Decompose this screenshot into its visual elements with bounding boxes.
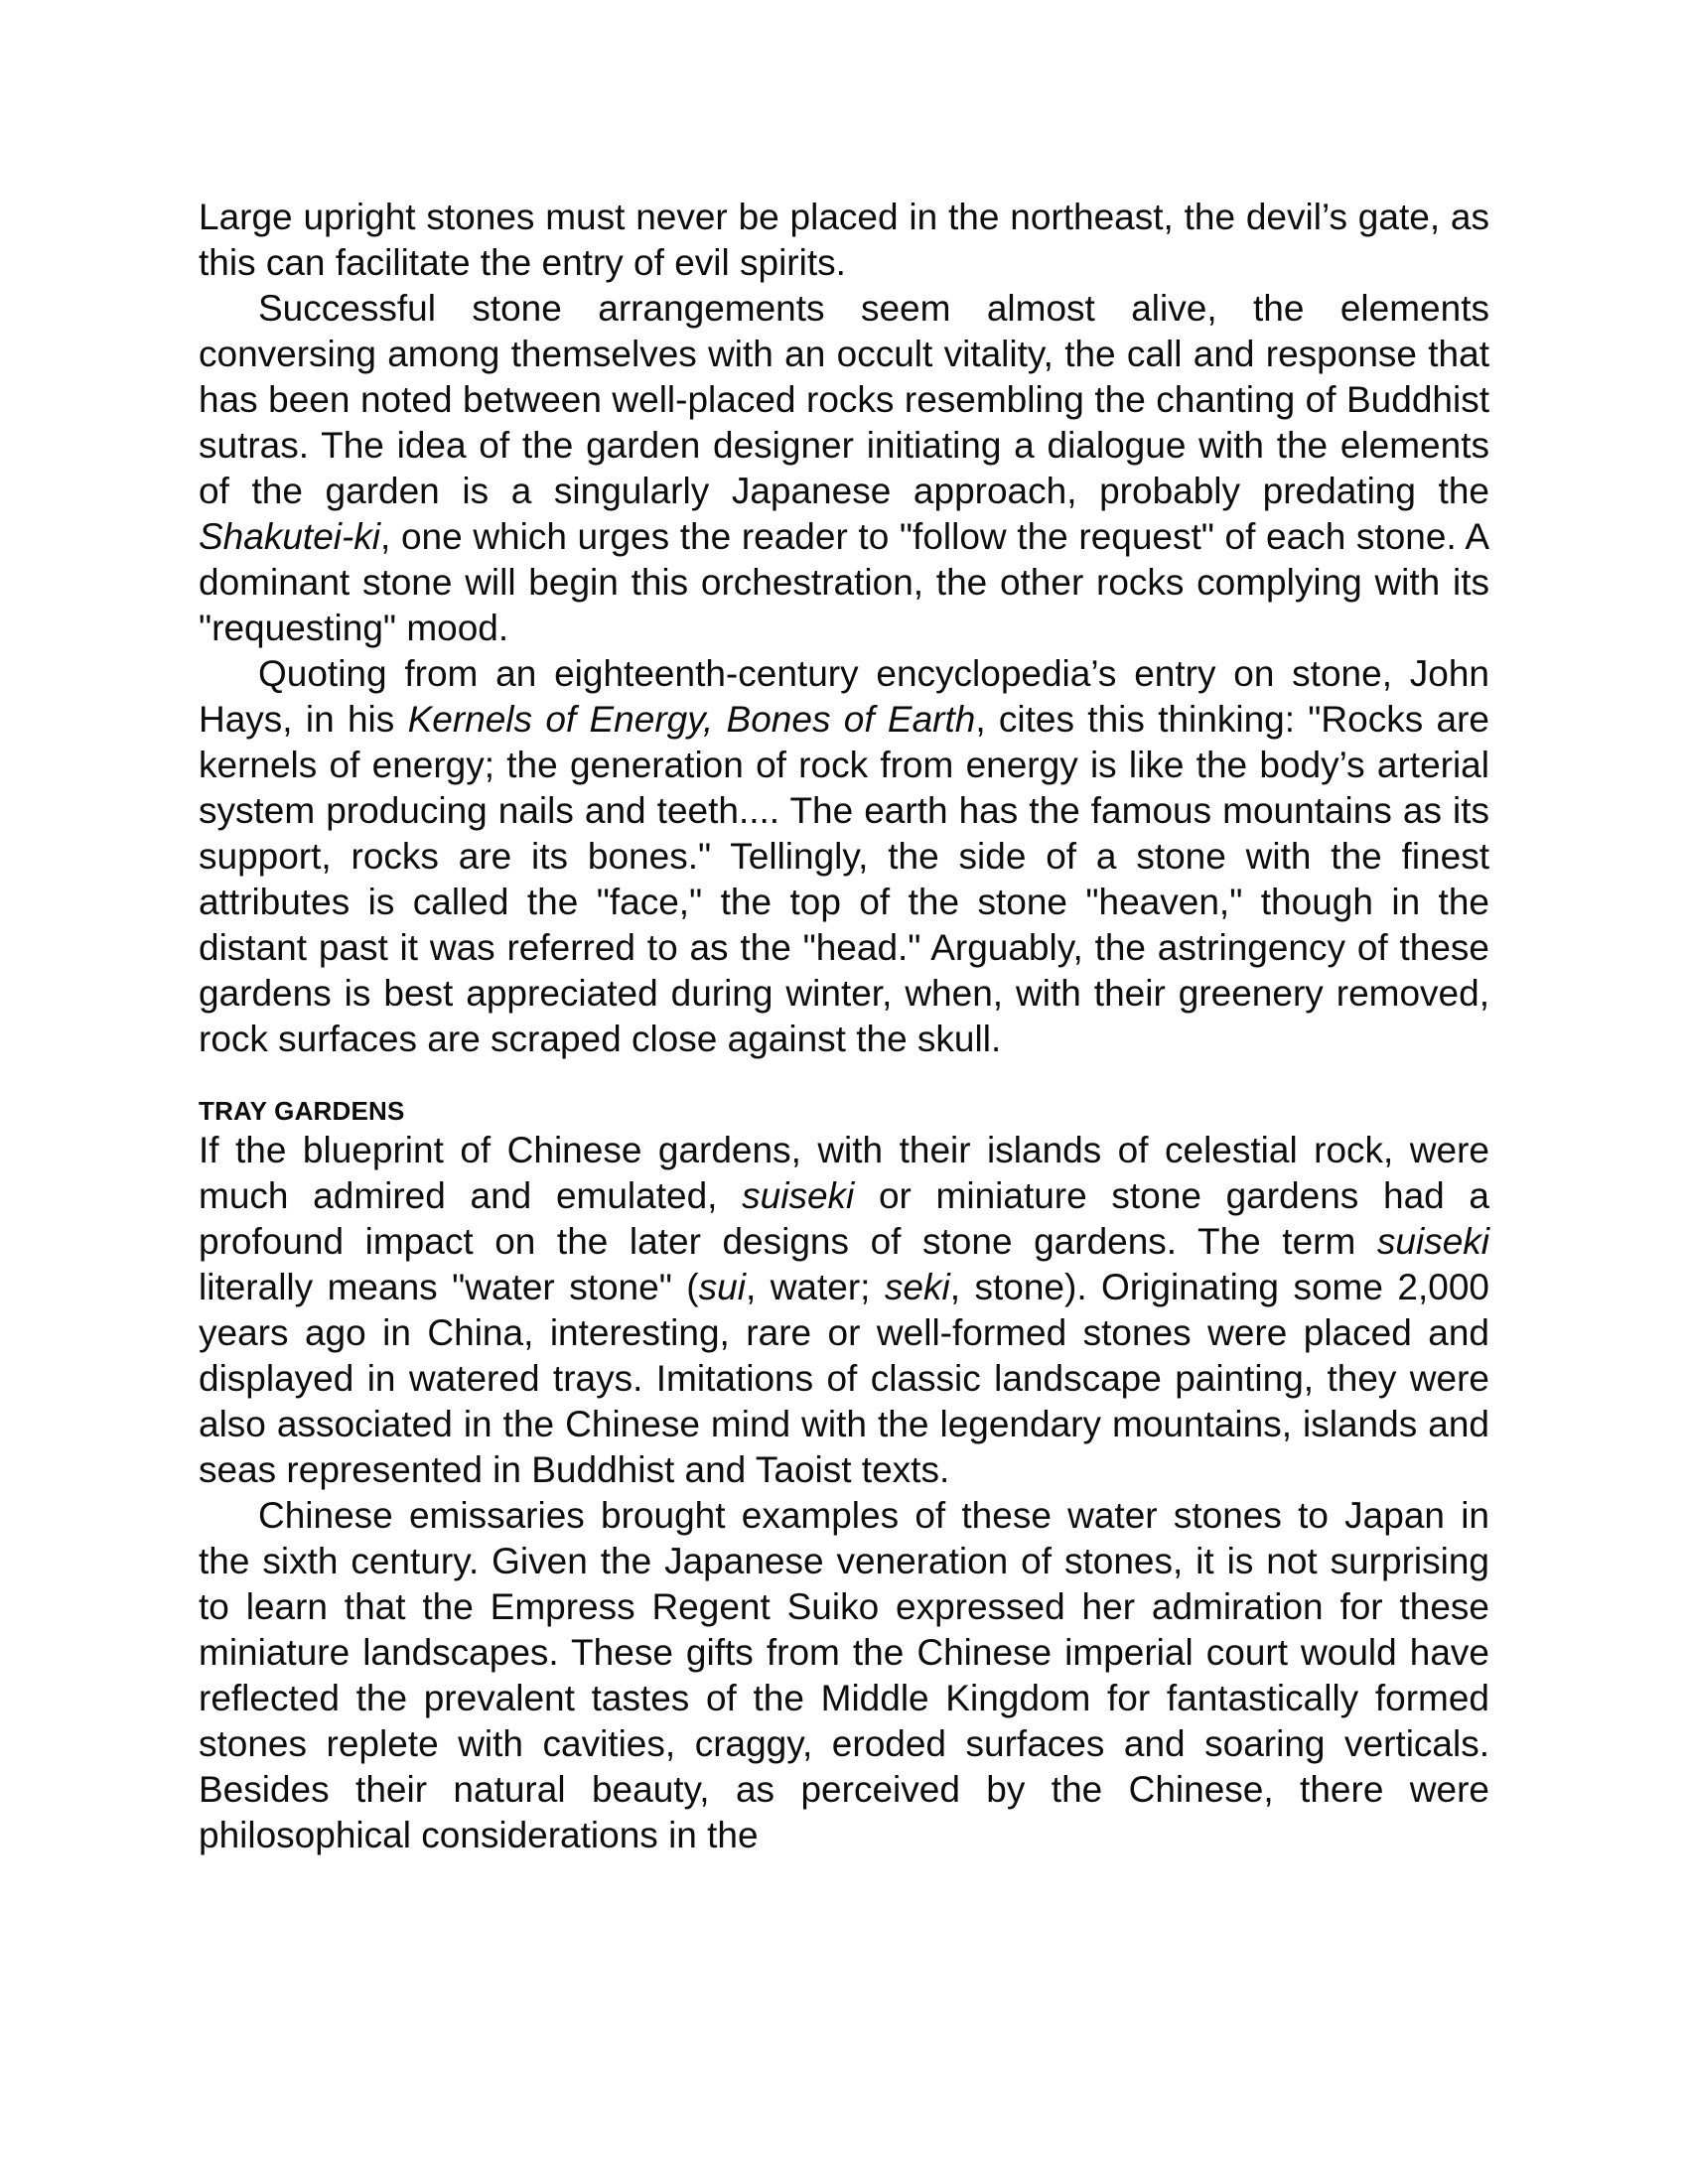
paragraph-suiseki	[199, 1128, 1489, 1493]
paragraph-kernels-of-energy	[199, 651, 1489, 1062]
term: sui	[698, 1267, 746, 1307]
book-title: Kernels of Energy, Bones of Earth	[407, 699, 976, 740]
paragraph-text: Large upright stones must never be placed in the northeast, the devil’s gate, as this can facilitate the entry of evil spirits.	[199, 197, 1489, 283]
paragraph-text: , water;	[745, 1267, 885, 1307]
paragraph-devils-gate	[199, 195, 1489, 286]
paragraph-text: If the blueprint of Chinese gardens, with their islands of celestial rock, were much admired and emulated,	[199, 1130, 1489, 1216]
paragraph-text: or miniature stone gardens had a profound impact on the later designs of stone gardens. The term	[199, 1175, 1489, 1262]
paragraph-text: Successful stone arrangements seem almost alive, the elements conversing among themselves with an occult vitality, the call and response that has been noted between well-placed rocks resembling the chanting of Buddhist sutras. The idea of the garden designer initiating a dialogue with the elements of the garden is a singularly Japanese approach, probably predating the	[199, 288, 1489, 511]
paragraph-chinese-emissaries	[199, 1493, 1489, 1858]
term: suiseki	[742, 1175, 855, 1216]
paragraph-text: Chinese emissaries brought examples of these water stones to Japan in the sixth century. Given the Japanese veneration of stones, it is not surprising to learn that the Empress Regent Suiko expressed her admiration for these miniature landscapes. These gifts from the Chinese imperial court would have reflected the prevalent tastes of the Middle Kingdom for fantastically formed stones replete with cavities, craggy, eroded surfaces and soaring verticals. Besides their natural beauty, as perceived by the Chinese, there were philosophical considerations in the	[199, 1495, 1489, 1855]
paragraph-text: , one which urges the reader to "follow the request" of each stone. A dominant stone will begin this orchestration, the other rocks complying with its "requesting" mood.	[199, 516, 1489, 648]
paragraph-stone-arrangements	[199, 286, 1489, 651]
paragraph-text: , cites this thinking: "Rocks are kernels of energy; the generation of rock from energy is like the body’s arterial system producing nails and teeth.... The earth has the famous mountains as its support, rocks are its bones." Tellingly, the side of a stone with the finest attributes is called the "face," the top of the stone "heaven," though in the distant past it was referred to as the "head." Arguably, the astringency of these gardens is best appreciated during winter, when, with their greenery removed, rock surfaces are scraped close against the skull.	[199, 699, 1490, 1059]
term: seki	[884, 1267, 950, 1307]
paragraph-text: , stone). Originating some 2,000 years ago in China, interesting, rare or well-formed stones were placed and displayed in watered trays. Imitations of classic landscape painting, they were also associated in the Chinese mind with the legendary mountains, islands and seas represented in Buddhist and Taoist texts.	[199, 1267, 1489, 1490]
document-page	[199, 195, 1489, 1858]
term: suiseki	[1376, 1221, 1489, 1262]
section-heading: TRAY GARDENS	[199, 1096, 405, 1126]
paragraph-text: literally means "water stone" (	[199, 1267, 699, 1307]
book-title: Shakutei-ki	[199, 516, 381, 557]
paragraph-text: Quoting from an eighteenth-century encyclopedia’s entry on stone, John Hays, in his	[199, 653, 1489, 740]
